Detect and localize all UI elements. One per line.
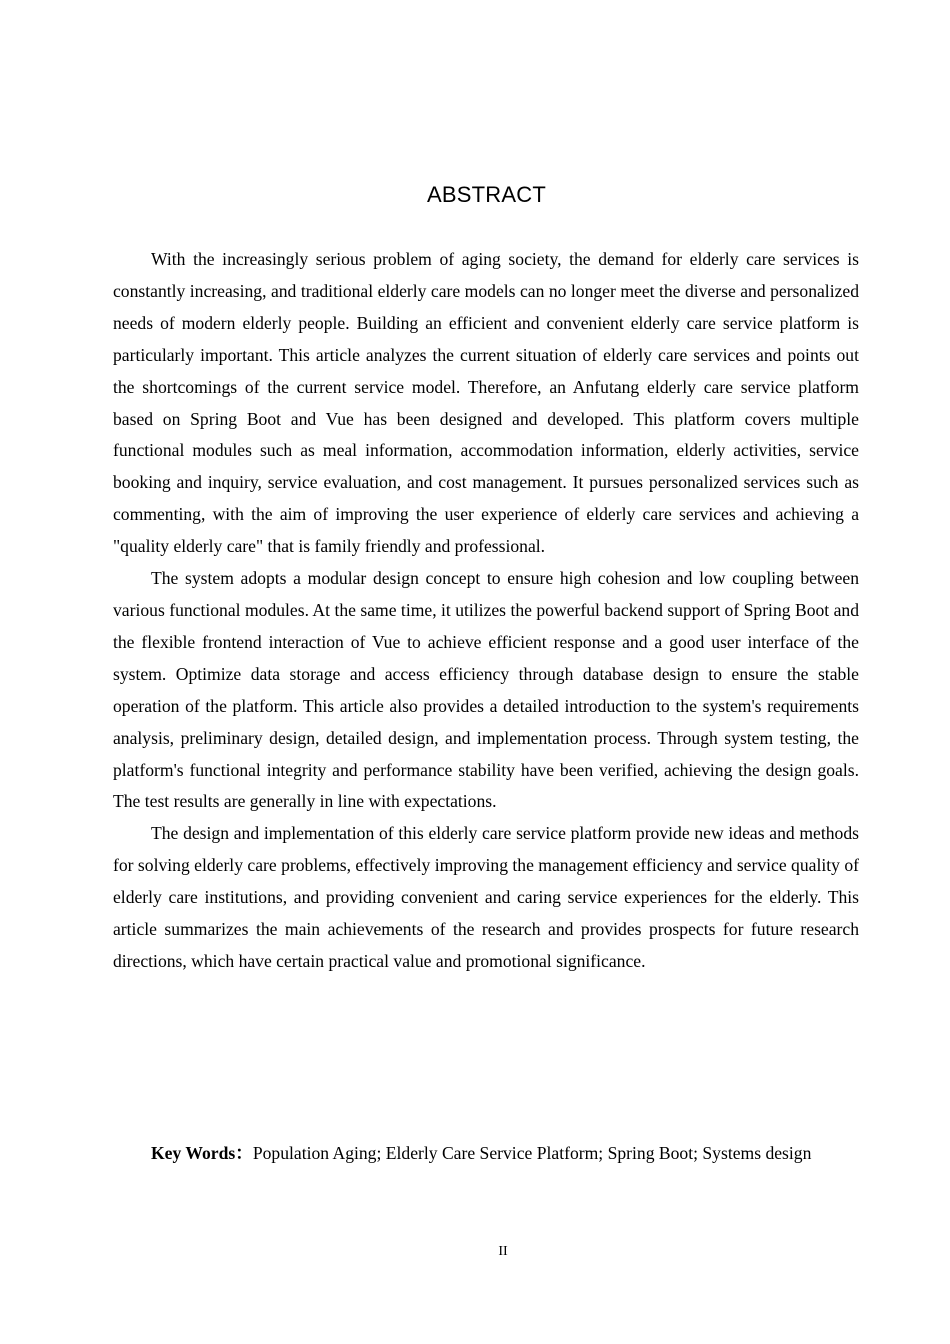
abstract-paragraph-3: The design and implementation of this elderly care service platform provide new ideas and methods for solving elderly care problems, effectively improving the management efficiency and service quality of elderly care institutions, and providing convenient and caring service experiences for the elderly. This article summarizes the main achievements of the research and provides prospects for future research directions, which have certain practical value and promotional significance. (113, 823, 859, 971)
abstract-body (113, 244, 859, 978)
keywords-text: Population Aging; Elderly Care Service Platform; Spring Boot; Systems design (252, 1143, 812, 1163)
keywords-label: Key Words： (151, 1143, 253, 1163)
page-title: ABSTRACT (427, 182, 546, 207)
keywords-line (113, 1138, 859, 1170)
abstract-paragraph-1: With the increasingly serious problem of aging society, the demand for elderly care services is constantly increasing, and traditional elderly care models can no longer meet the diverse and personalized needs of modern elderly people. Building an efficient and convenient elderly care service platform is particularly important. This article analyzes the current situation of elderly care services and points out the shortcomings of the current service model. Therefore, an Anfutang elderly care service platform based on Spring Boot and Vue has been designed and developed. This platform covers multiple functional modules such as meal information, accommodation information, elderly activities, service booking and inquiry, service evaluation, and cost management. It pursues personalized services such as commenting, with the aim of improving the user experience of elderly care services and achieving a "quality elderly care" that is family friendly and professional. (113, 249, 859, 557)
page-number: II (498, 1244, 508, 1259)
abstract-paragraph-2: The system adopts a modular design concept to ensure high cohesion and low coupling between various functional modules. At the same time, it utilizes the powerful backend support of Spring Boot and the flexible frontend interaction of Vue to achieve efficient response and a good user interface of the system. Optimize data storage and access efficiency through database design to ensure the stable operation of the platform. This article also provides a detailed introduction to the system's requirements analysis, preliminary design, detailed design, and implementation process. Through system testing, the platform's functional integrity and performance stability have been verified, achieving the design goals. The test results are generally in line with expectations. (113, 568, 859, 812)
